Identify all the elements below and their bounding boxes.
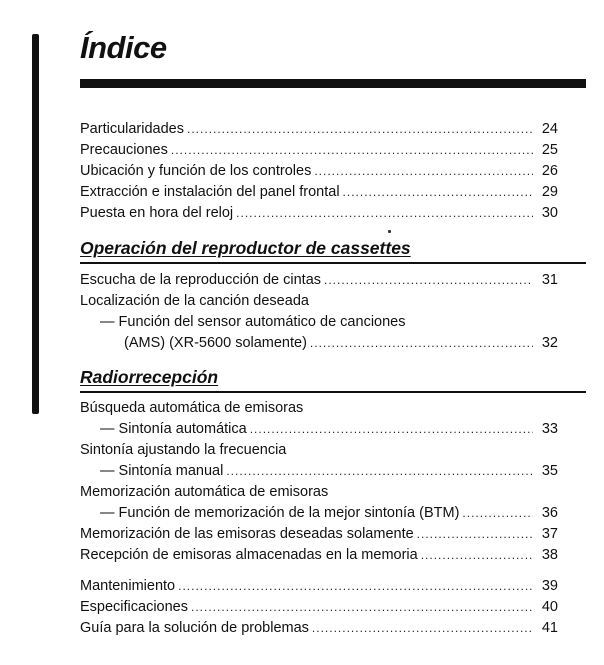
toc-entry-localizacion[interactable] <box>80 291 558 312</box>
toc-entry-text: — Sintonía manual <box>100 463 224 479</box>
toc-entry-memorizacion-automatica[interactable] <box>80 482 558 503</box>
toc-entry-mantenimiento[interactable] <box>80 576 558 597</box>
toc-group-radio <box>80 398 558 566</box>
dot-leader <box>421 545 533 566</box>
toc-entry-memorizacion-deseadas[interactable] <box>80 524 558 545</box>
toc-group-intro <box>80 119 558 224</box>
toc-entry-sensor-ams[interactable] <box>80 312 558 333</box>
toc-entry-page: 29 <box>541 184 558 200</box>
toc-entry-page: 37 <box>541 526 558 542</box>
dot-leader <box>312 618 533 639</box>
toc-entry-ams-xr5600[interactable] <box>80 333 558 354</box>
toc-entry-page: 26 <box>541 163 558 179</box>
title-rule <box>80 79 586 88</box>
toc-entry-text: (AMS) (XR-5600 solamente) <box>124 335 307 351</box>
toc-entry-page: 40 <box>541 599 558 615</box>
toc-entry-especificaciones[interactable] <box>80 597 558 618</box>
toc-entry-text: — Función de memorización de la mejor sintonía (BTM) <box>100 505 460 521</box>
toc-entry-panel-frontal[interactable] <box>80 182 558 203</box>
toc-entry-text: — Sintonía automática <box>100 421 247 437</box>
section-title-radio: Radiorrecepción <box>80 367 219 387</box>
toc-group-final <box>80 576 558 639</box>
toc-entry-precauciones[interactable] <box>80 140 558 161</box>
toc-entry-page: 30 <box>541 205 558 221</box>
toc-entry-text: Búsqueda automática de emisoras <box>80 400 304 416</box>
toc-entry-recepcion-memoria[interactable] <box>80 545 558 566</box>
toc-entry-text: Sintonía ajustando la frecuencia <box>80 442 287 458</box>
dot-leader <box>314 161 533 182</box>
toc-entry-text: Ubicación y función de los controles <box>80 163 312 179</box>
toc-entry-page: 35 <box>541 463 558 479</box>
toc-entry-solucion-problemas[interactable] <box>80 618 558 639</box>
print-speck <box>388 230 391 233</box>
toc-entry-text: Escucha de la reproducción de cintas <box>80 272 322 288</box>
toc-entry-page: 36 <box>541 505 558 521</box>
toc-group-cassette <box>80 270 558 354</box>
toc-entry-busqueda[interactable] <box>80 398 558 419</box>
dot-leader <box>324 270 533 291</box>
toc-entry-reloj[interactable] <box>80 203 558 224</box>
dot-leader <box>226 461 533 482</box>
toc-entry-page: 38 <box>541 547 558 563</box>
dot-leader <box>178 576 533 597</box>
toc-entry-text: Mantenimiento <box>80 578 176 594</box>
dot-leader <box>310 333 533 354</box>
toc-entry-sintonia-frecuencia[interactable] <box>80 440 558 461</box>
toc-entry-escucha-cintas[interactable] <box>80 270 558 291</box>
dot-leader <box>171 140 533 161</box>
page-title: Índice <box>80 30 167 65</box>
toc-entry-page: 25 <box>541 142 558 158</box>
toc-entry-text: Extracción e instalación del panel frontal <box>80 184 340 200</box>
dot-leader <box>250 419 533 440</box>
toc-entry-text: Especificaciones <box>80 599 188 615</box>
dot-leader <box>236 203 533 224</box>
section-rule <box>80 262 586 264</box>
toc-entry-text: — Función del sensor automático de canciones <box>100 314 406 330</box>
toc-entry-sintonia-manual[interactable] <box>80 461 558 482</box>
toc-entry-controles[interactable] <box>80 161 558 182</box>
toc-entry-text: Guía para la solución de problemas <box>80 620 309 636</box>
toc-entry-text: Memorización de las emisoras deseadas solamente <box>80 526 414 542</box>
toc-entry-text: Particularidades <box>80 121 184 137</box>
toc-entry-page: 33 <box>541 421 558 437</box>
toc-entry-page: 39 <box>541 578 558 594</box>
toc-entry-text: Precauciones <box>80 142 168 158</box>
toc-entry-text: Recepción de emisoras almacenadas en la memoria <box>80 547 418 563</box>
toc-entry-page: 41 <box>541 620 558 636</box>
toc-entry-page: 31 <box>541 272 558 288</box>
dot-leader <box>462 503 533 524</box>
toc-entry-text: Puesta en hora del reloj <box>80 205 234 221</box>
dot-leader <box>191 597 533 618</box>
toc-entry-page: 32 <box>541 335 558 351</box>
dot-leader <box>343 182 533 203</box>
section-rule <box>80 391 586 393</box>
margin-bar <box>32 34 39 414</box>
toc-entry-text: Memorización automática de emisoras <box>80 484 329 500</box>
section-title-cassette: Operación del reproductor de cassettes <box>80 238 411 258</box>
dot-leader <box>417 524 533 545</box>
toc-entry-particularidades[interactable] <box>80 119 558 140</box>
dot-leader <box>187 119 533 140</box>
toc-entry-page: 24 <box>541 121 558 137</box>
toc-entry-text: Localización de la canción deseada <box>80 293 309 309</box>
toc-entry-sintonia-automatica[interactable] <box>80 419 558 440</box>
toc-entry-btm[interactable] <box>80 503 558 524</box>
